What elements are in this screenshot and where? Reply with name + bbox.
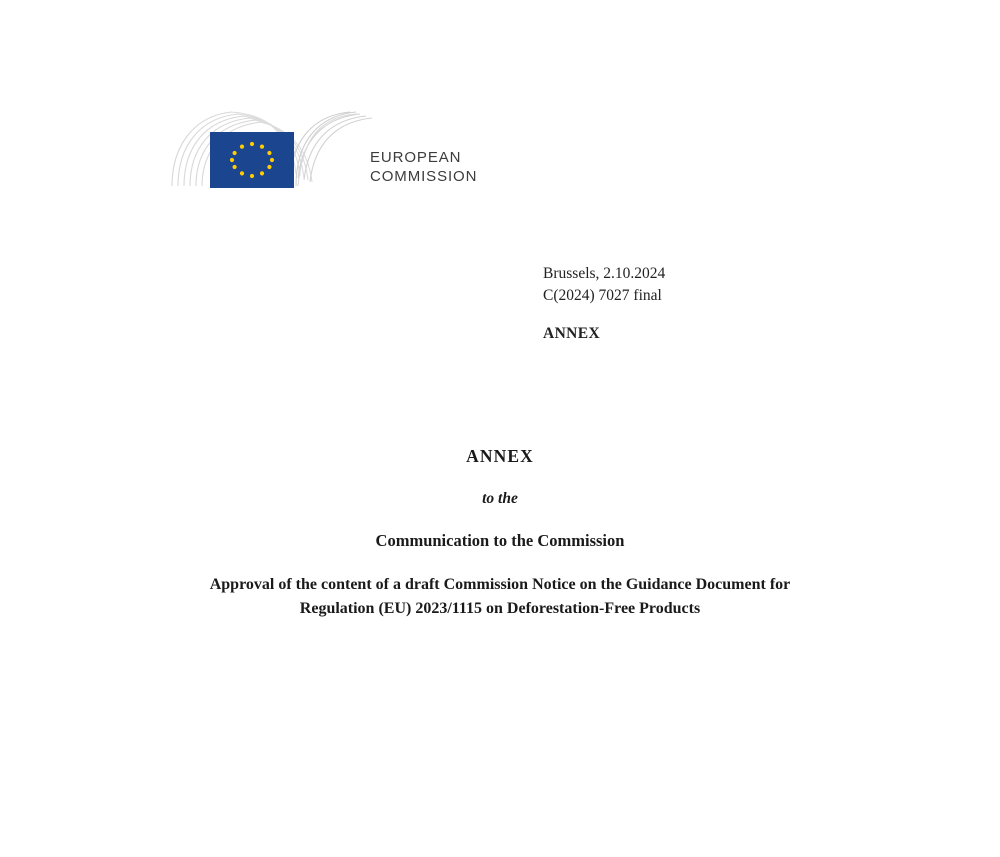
title-communication: Communication to the Commission [375,531,625,550]
title-block [170,446,830,621]
place-and-date: Brussels, 2.10.2024 [543,265,666,282]
title-subject-line-2: Regulation (EU) 2023/1115 on Deforestation-Free Products [299,600,701,617]
eu-stars-icon [210,132,294,188]
title-to-the: to the [482,490,518,507]
logo-line-commission: COMMISSION [370,168,478,185]
logo-wordmark [370,148,477,186]
document-meta [543,263,665,345]
title-subject [170,573,830,621]
logo-line-european: EUROPEAN [370,149,462,166]
document-reference: C(2024) 7027 final [543,287,662,304]
eu-commission-logo [170,108,510,194]
title-subject-line-1: Approval of the content of a draft Commission Notice on the Guidance Document for [209,576,791,593]
meta-annex-label: ANNEX [543,325,601,342]
title-annex: ANNEX [466,446,534,466]
meta-spacer [543,307,665,323]
